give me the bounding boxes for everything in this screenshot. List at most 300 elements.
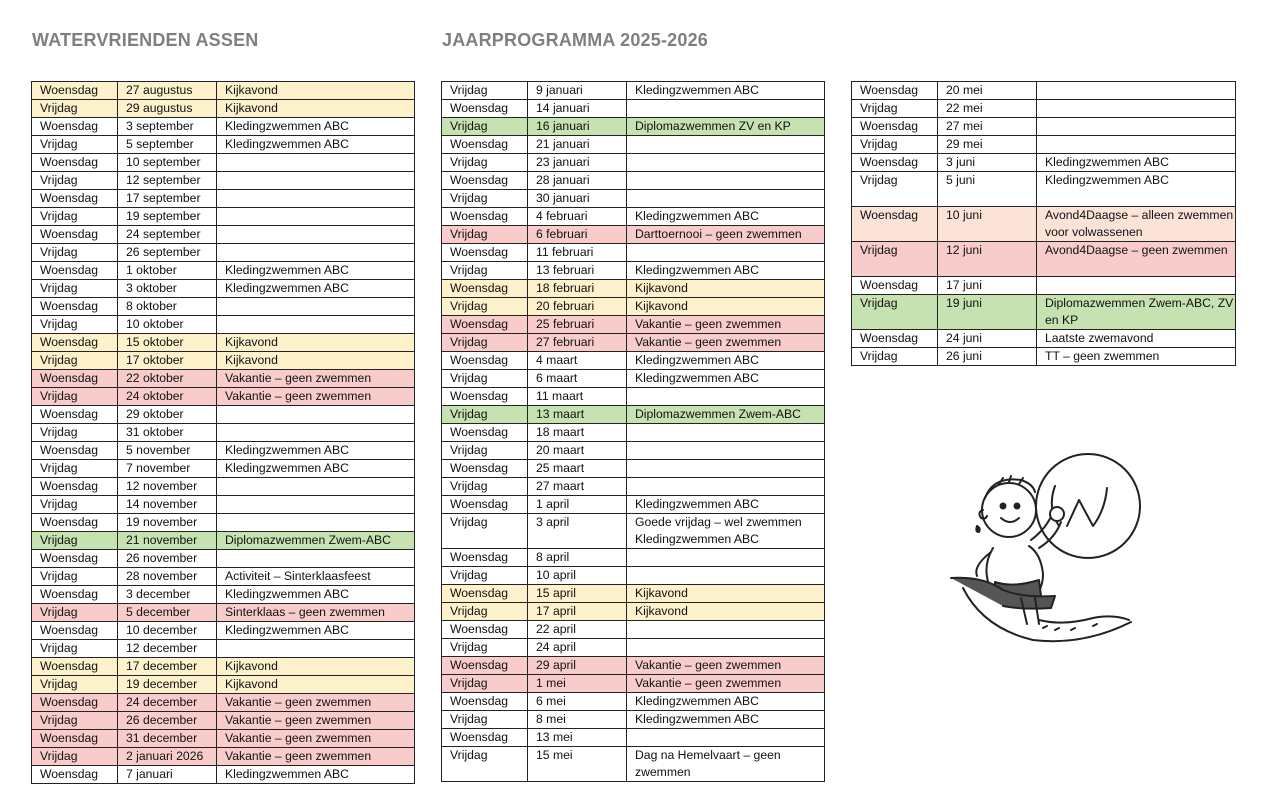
row-day: Vrijdag xyxy=(852,172,938,207)
schedule-row xyxy=(32,460,415,478)
row-event: Vakantie – geen zwemmen xyxy=(627,334,825,352)
row-date: 3 oktober xyxy=(118,280,217,298)
schedule-row xyxy=(32,280,415,298)
row-event xyxy=(217,298,415,316)
row-day: Woensdag xyxy=(852,82,938,100)
row-date: 10 oktober xyxy=(118,316,217,334)
schedule-row xyxy=(442,621,825,639)
row-date: 24 december xyxy=(118,694,217,712)
schedule-row xyxy=(442,442,825,460)
row-day: Vrijdag xyxy=(32,388,118,406)
row-date: 9 januari xyxy=(528,82,627,100)
row-event: Kledingzwemmen ABC xyxy=(217,460,415,478)
row-day: Vrijdag xyxy=(32,316,118,334)
schedule-row xyxy=(442,603,825,621)
row-day: Woensdag xyxy=(32,298,118,316)
row-day: Woensdag xyxy=(32,334,118,352)
row-day: Vrijdag xyxy=(852,242,938,277)
row-event xyxy=(1037,100,1236,118)
schedule-row xyxy=(852,100,1236,118)
row-date: 10 september xyxy=(118,154,217,172)
schedule-row xyxy=(852,172,1236,207)
row-event: Kledingzwemmen ABC xyxy=(217,136,415,154)
row-event: Avond4Daagse – geen zwemmen xyxy=(1037,242,1236,277)
schedule-row xyxy=(32,352,415,370)
schedule-row xyxy=(442,136,825,154)
row-event: Kledingzwemmen ABC xyxy=(217,118,415,136)
row-date: 1 mei xyxy=(528,675,627,693)
row-day: Vrijdag xyxy=(32,136,118,154)
schedule-row xyxy=(32,190,415,208)
row-event: Kijkavond xyxy=(217,334,415,352)
row-date: 29 mei xyxy=(938,136,1037,154)
row-event: Kijkavond xyxy=(627,585,825,603)
schedule-row xyxy=(32,298,415,316)
row-event: Kledingzwemmen ABC xyxy=(627,370,825,388)
schedule-row xyxy=(442,244,825,262)
row-event: Laatste zwemavond xyxy=(1037,330,1236,348)
row-event: Vakantie – geen zwemmen xyxy=(627,316,825,334)
row-day: Vrijdag xyxy=(32,424,118,442)
schedule-row xyxy=(852,207,1236,242)
row-event: Kijkavond xyxy=(217,100,415,118)
row-event: Vakantie – geen zwemmen xyxy=(627,657,825,675)
schedule-row xyxy=(32,370,415,388)
row-day: Woensdag xyxy=(442,100,528,118)
row-day: Woensdag xyxy=(852,154,938,172)
row-event xyxy=(217,244,415,262)
row-date: 24 juni xyxy=(938,330,1037,348)
schedule-row xyxy=(442,478,825,496)
row-day: Vrijdag xyxy=(32,640,118,658)
row-event: Vakantie – geen zwemmen xyxy=(217,730,415,748)
row-event: Kijkavond xyxy=(217,82,415,100)
row-date: 17 december xyxy=(118,658,217,676)
row-event: Kledingzwemmen ABC xyxy=(627,711,825,729)
row-day: Vrijdag xyxy=(442,675,528,693)
schedule-row xyxy=(442,100,825,118)
row-day: Woensdag xyxy=(32,586,118,604)
row-date: 3 april xyxy=(528,514,627,549)
row-day: Woensdag xyxy=(442,496,528,514)
row-date: 17 april xyxy=(528,603,627,621)
row-date: 4 februari xyxy=(528,208,627,226)
row-day: Vrijdag xyxy=(32,496,118,514)
row-day: Woensdag xyxy=(32,370,118,388)
row-event: Vakantie – geen zwemmen xyxy=(217,388,415,406)
row-date: 25 maart xyxy=(528,460,627,478)
row-event: Kledingzwemmen ABC xyxy=(217,622,415,640)
schedule-row xyxy=(442,226,825,244)
row-date: 29 april xyxy=(528,657,627,675)
schedule-row xyxy=(32,118,415,136)
row-event: Diplomazwemmen ZV en KP xyxy=(627,118,825,136)
row-date: 28 november xyxy=(118,568,217,586)
row-event: Goede vrijdag – wel zwemmen Kledingzwemmen ABC xyxy=(627,514,825,549)
row-event xyxy=(627,460,825,478)
row-day: Woensdag xyxy=(442,208,528,226)
row-date: 15 oktober xyxy=(118,334,217,352)
schedule-row xyxy=(32,586,415,604)
schedule-row xyxy=(852,330,1236,348)
row-date: 3 december xyxy=(118,586,217,604)
row-day: Vrijdag xyxy=(852,100,938,118)
row-event: Kledingzwemmen ABC xyxy=(627,82,825,100)
row-date: 3 september xyxy=(118,118,217,136)
row-event: Darttoernooi – geen zwemmen xyxy=(627,226,825,244)
row-day: Woensdag xyxy=(32,622,118,640)
row-event: Sinterklaas – geen zwemmen xyxy=(217,604,415,622)
row-date: 22 april xyxy=(528,621,627,639)
row-event xyxy=(1037,136,1236,154)
row-date: 8 mei xyxy=(528,711,627,729)
schedule-table-summer xyxy=(851,81,1236,366)
row-day: Vrijdag xyxy=(442,334,528,352)
row-day: Woensdag xyxy=(32,154,118,172)
row-event xyxy=(627,244,825,262)
schedule-row xyxy=(442,118,825,136)
row-date: 19 juni xyxy=(938,295,1037,330)
row-date: 28 januari xyxy=(528,172,627,190)
row-date: 19 september xyxy=(118,208,217,226)
row-event xyxy=(217,496,415,514)
schedule-row xyxy=(442,208,825,226)
row-event: Kijkavond xyxy=(217,352,415,370)
schedule-row xyxy=(442,729,825,747)
row-day: Vrijdag xyxy=(442,514,528,549)
row-date: 26 september xyxy=(118,244,217,262)
row-event xyxy=(627,388,825,406)
row-date: 19 november xyxy=(118,514,217,532)
row-day: Woensdag xyxy=(32,118,118,136)
row-day: Vrijdag xyxy=(442,747,528,782)
schedule-row xyxy=(442,711,825,729)
row-day: Woensdag xyxy=(442,657,528,675)
schedule-row xyxy=(852,136,1236,154)
row-date: 14 januari xyxy=(528,100,627,118)
row-event xyxy=(627,621,825,639)
row-day: Woensdag xyxy=(32,406,118,424)
schedule-row xyxy=(442,747,825,782)
row-date: 26 juni xyxy=(938,348,1037,366)
row-date: 19 december xyxy=(118,676,217,694)
row-event: Kledingzwemmen ABC xyxy=(627,352,825,370)
schedule-row xyxy=(442,172,825,190)
row-date: 14 november xyxy=(118,496,217,514)
row-event: Diplomazwemmen Zwem-ABC xyxy=(217,532,415,550)
row-date: 1 april xyxy=(528,496,627,514)
schedule-row xyxy=(32,730,415,748)
club-mascot-logo xyxy=(943,448,1143,648)
row-day: Woensdag xyxy=(32,550,118,568)
row-day: Vrijdag xyxy=(32,748,118,766)
row-day: Vrijdag xyxy=(442,82,528,100)
row-date: 5 september xyxy=(118,136,217,154)
row-day: Vrijdag xyxy=(32,460,118,478)
row-date: 21 november xyxy=(118,532,217,550)
schedule-row xyxy=(32,388,415,406)
row-event xyxy=(217,514,415,532)
schedule-row xyxy=(442,370,825,388)
row-day: Woensdag xyxy=(32,766,118,784)
row-event xyxy=(627,190,825,208)
row-date: 4 maart xyxy=(528,352,627,370)
schedule-row xyxy=(442,514,825,549)
row-day: Woensdag xyxy=(442,693,528,711)
row-event: Kledingzwemmen ABC xyxy=(217,766,415,784)
row-date: 30 januari xyxy=(528,190,627,208)
row-event: Kijkavond xyxy=(627,603,825,621)
row-event: Activiteit – Sinterklaasfeest xyxy=(217,568,415,586)
row-day: Woensdag xyxy=(442,136,528,154)
row-day: Vrijdag xyxy=(852,295,938,330)
schedule-row xyxy=(442,585,825,603)
row-date: 12 september xyxy=(118,172,217,190)
row-day: Woensdag xyxy=(32,478,118,496)
row-date: 15 april xyxy=(528,585,627,603)
row-day: Vrijdag xyxy=(442,154,528,172)
row-event: Kledingzwemmen ABC xyxy=(217,442,415,460)
row-day: Vrijdag xyxy=(442,478,528,496)
row-date: 27 mei xyxy=(938,118,1037,136)
row-day: Woensdag xyxy=(32,226,118,244)
schedule-row xyxy=(32,154,415,172)
row-event: Kijkavond xyxy=(217,676,415,694)
row-event: Vakantie – geen zwemmen xyxy=(217,694,415,712)
row-day: Vrijdag xyxy=(442,370,528,388)
schedule-row xyxy=(32,640,415,658)
row-date: 17 september xyxy=(118,190,217,208)
row-date: 7 januari xyxy=(118,766,217,784)
row-date: 21 januari xyxy=(528,136,627,154)
row-date: 29 oktober xyxy=(118,406,217,424)
row-date: 26 november xyxy=(118,550,217,568)
row-day: Vrijdag xyxy=(852,348,938,366)
row-date: 22 oktober xyxy=(118,370,217,388)
program-title: JAARPROGRAMMA 2025-2026 xyxy=(442,30,709,50)
row-day: Vrijdag xyxy=(442,442,528,460)
schedule-row xyxy=(32,262,415,280)
row-event: Dag na Hemelvaart – geen zwemmen xyxy=(627,747,825,782)
schedule-row xyxy=(442,424,825,442)
schedule-row xyxy=(32,676,415,694)
row-day: Woensdag xyxy=(442,280,528,298)
row-event xyxy=(217,640,415,658)
schedule-row xyxy=(32,442,415,460)
row-date: 5 juni xyxy=(938,172,1037,207)
schedule-row xyxy=(442,460,825,478)
row-day: Woensdag xyxy=(442,621,528,639)
row-day: Woensdag xyxy=(442,316,528,334)
row-date: 20 maart xyxy=(528,442,627,460)
row-event: Kledingzwemmen ABC xyxy=(217,586,415,604)
row-day: Vrijdag xyxy=(32,604,118,622)
row-date: 16 januari xyxy=(528,118,627,136)
row-date: 31 december xyxy=(118,730,217,748)
row-date: 18 maart xyxy=(528,424,627,442)
row-event: Kledingzwemmen ABC xyxy=(1037,172,1236,207)
row-day: Vrijdag xyxy=(32,568,118,586)
row-event xyxy=(627,549,825,567)
row-event: Kijkavond xyxy=(627,298,825,316)
row-event xyxy=(1037,277,1236,295)
schedule-row xyxy=(32,622,415,640)
schedule-row xyxy=(442,388,825,406)
row-date: 10 juni xyxy=(938,207,1037,242)
schedule-row xyxy=(852,277,1236,295)
row-date: 3 juni xyxy=(938,154,1037,172)
schedule-row xyxy=(32,100,415,118)
row-event xyxy=(627,567,825,585)
row-day: Vrijdag xyxy=(32,532,118,550)
row-day: Vrijdag xyxy=(32,172,118,190)
row-day: Woensdag xyxy=(442,244,528,262)
row-day: Vrijdag xyxy=(442,298,528,316)
row-day: Vrijdag xyxy=(442,190,528,208)
schedule-row xyxy=(32,550,415,568)
schedule-row xyxy=(852,348,1236,366)
row-day: Woensdag xyxy=(442,352,528,370)
row-event xyxy=(217,226,415,244)
schedule-row xyxy=(32,406,415,424)
row-event: Kijkavond xyxy=(217,658,415,676)
row-date: 12 december xyxy=(118,640,217,658)
row-date: 13 mei xyxy=(528,729,627,747)
row-date: 6 maart xyxy=(528,370,627,388)
row-date: 18 februari xyxy=(528,280,627,298)
row-date: 13 maart xyxy=(528,406,627,424)
row-day: Woensdag xyxy=(442,172,528,190)
row-day: Woensdag xyxy=(442,424,528,442)
row-day: Vrijdag xyxy=(442,262,528,280)
schedule-row xyxy=(852,242,1236,277)
schedule-row xyxy=(32,766,415,784)
row-event xyxy=(217,316,415,334)
schedule-row xyxy=(32,658,415,676)
row-day: Vrijdag xyxy=(442,639,528,657)
row-day: Woensdag xyxy=(32,442,118,460)
row-day: Woensdag xyxy=(442,729,528,747)
row-day: Vrijdag xyxy=(442,226,528,244)
schedule-row xyxy=(32,244,415,262)
row-event xyxy=(217,424,415,442)
schedule-row xyxy=(32,334,415,352)
row-date: 20 mei xyxy=(938,82,1037,100)
row-date: 7 november xyxy=(118,460,217,478)
schedule-row xyxy=(442,82,825,100)
row-event: Kledingzwemmen ABC xyxy=(627,693,825,711)
row-event: Vakantie – geen zwemmen xyxy=(627,675,825,693)
row-event: Kledingzwemmen ABC xyxy=(627,262,825,280)
row-date: 22 mei xyxy=(938,100,1037,118)
row-event xyxy=(627,154,825,172)
row-day: Woensdag xyxy=(32,730,118,748)
row-day: Woensdag xyxy=(32,262,118,280)
row-day: Vrijdag xyxy=(442,118,528,136)
row-date: 15 mei xyxy=(528,747,627,782)
schedule-row xyxy=(32,604,415,622)
schedule-row xyxy=(32,136,415,154)
schedule-row xyxy=(32,316,415,334)
row-event: Kledingzwemmen ABC xyxy=(627,496,825,514)
row-event xyxy=(217,172,415,190)
row-event xyxy=(627,100,825,118)
row-day: Vrijdag xyxy=(442,603,528,621)
schedule-row xyxy=(442,334,825,352)
schedule-row xyxy=(32,496,415,514)
schedule-row xyxy=(442,639,825,657)
row-date: 5 december xyxy=(118,604,217,622)
row-day: Vrijdag xyxy=(442,567,528,585)
row-day: Woensdag xyxy=(442,388,528,406)
row-date: 5 november xyxy=(118,442,217,460)
row-event xyxy=(627,639,825,657)
row-event xyxy=(217,208,415,226)
row-date: 12 juni xyxy=(938,242,1037,277)
schedule-row xyxy=(852,295,1236,330)
row-date: 2 januari 2026 xyxy=(118,748,217,766)
row-day: Woensdag xyxy=(442,549,528,567)
row-event xyxy=(627,729,825,747)
row-day: Vrijdag xyxy=(32,244,118,262)
schedule-row xyxy=(442,693,825,711)
schedule-row xyxy=(32,82,415,100)
club-title: WATERVRIENDEN ASSEN xyxy=(32,30,259,50)
row-day: Woensdag xyxy=(32,82,118,100)
row-event: TT – geen zwemmen xyxy=(1037,348,1236,366)
row-event xyxy=(217,190,415,208)
row-date: 13 februari xyxy=(528,262,627,280)
schedule-row xyxy=(32,172,415,190)
row-date: 11 maart xyxy=(528,388,627,406)
row-day: Vrijdag xyxy=(32,352,118,370)
row-date: 1 oktober xyxy=(118,262,217,280)
row-event: Diplomazwemmen Zwem-ABC xyxy=(627,406,825,424)
row-date: 27 maart xyxy=(528,478,627,496)
schedule-row xyxy=(442,298,825,316)
row-date: 27 februari xyxy=(528,334,627,352)
row-event xyxy=(627,442,825,460)
row-event xyxy=(217,406,415,424)
row-event: Vakantie – geen zwemmen xyxy=(217,370,415,388)
row-date: 23 januari xyxy=(528,154,627,172)
row-day: Vrijdag xyxy=(442,711,528,729)
row-event xyxy=(627,478,825,496)
row-date: 8 oktober xyxy=(118,298,217,316)
row-date: 17 oktober xyxy=(118,352,217,370)
row-day: Woensdag xyxy=(32,694,118,712)
row-date: 24 april xyxy=(528,639,627,657)
row-day: Woensdag xyxy=(852,118,938,136)
row-day: Vrijdag xyxy=(442,406,528,424)
row-date: 6 februari xyxy=(528,226,627,244)
row-day: Vrijdag xyxy=(32,100,118,118)
row-event xyxy=(217,550,415,568)
schedule-row xyxy=(32,532,415,550)
row-day: Woensdag xyxy=(852,277,938,295)
schedule-row xyxy=(442,675,825,693)
schedule-table-autumn xyxy=(31,81,415,784)
row-date: 31 oktober xyxy=(118,424,217,442)
row-event xyxy=(627,424,825,442)
schedule-table-winter-spring xyxy=(441,81,825,782)
row-day: Vrijdag xyxy=(32,676,118,694)
row-event: Kijkavond xyxy=(627,280,825,298)
schedule-row xyxy=(32,748,415,766)
schedule-row xyxy=(32,478,415,496)
row-date: 6 mei xyxy=(528,693,627,711)
row-day: Vrijdag xyxy=(32,712,118,730)
